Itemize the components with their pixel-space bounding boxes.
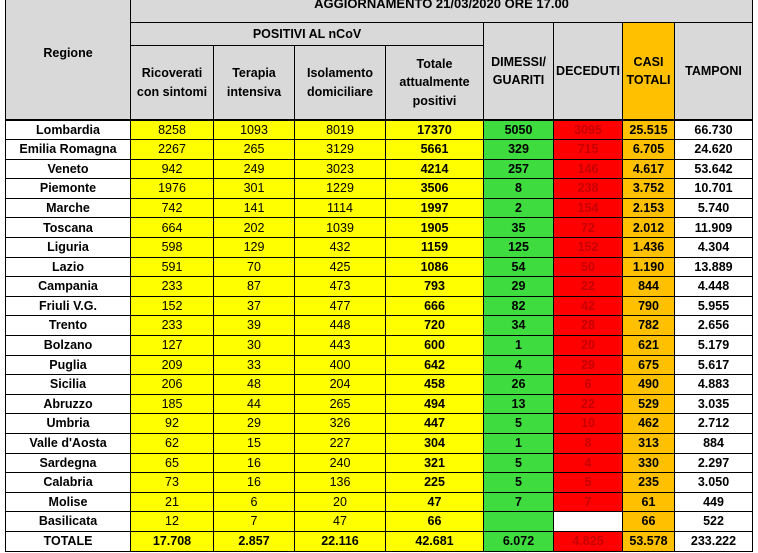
cell-regione: Valle d'Aosta xyxy=(6,434,131,454)
cell-tamponi: 3.050 xyxy=(675,473,753,493)
table-body xyxy=(6,120,753,551)
cell-tamponi: 10.701 xyxy=(675,179,753,199)
cell-regione: Sicilia xyxy=(6,375,131,395)
cell-dimessi: 35 xyxy=(484,218,554,238)
header-tamponi: TAMPONI xyxy=(674,22,753,120)
table-row xyxy=(6,336,753,356)
cell-casi-totali: 790 xyxy=(623,296,675,316)
cell-tamponi: 4.448 xyxy=(675,277,753,297)
cell-isolamento: 1229 xyxy=(295,179,386,199)
cell-deceduti: 72 xyxy=(554,218,623,238)
cell-deceduti: 4 xyxy=(554,453,623,473)
cell-totale-positivi: 3506 xyxy=(386,179,484,199)
table-row xyxy=(6,277,753,297)
header-ricoverati: Ricoverati con sintomi xyxy=(130,45,214,120)
cell-dimessi xyxy=(484,512,554,532)
cell-casi-totali: 4.617 xyxy=(623,159,675,179)
cell-casi-totali: 1.190 xyxy=(623,257,675,277)
cell-dimessi: 13 xyxy=(484,394,554,414)
cell-ricoverati: 17.708 xyxy=(131,531,214,551)
cell-totale-positivi: 1905 xyxy=(386,218,484,238)
cell-deceduti: 146 xyxy=(554,159,623,179)
table-row xyxy=(6,355,753,375)
cell-ricoverati: 742 xyxy=(131,198,214,218)
cell-isolamento: 473 xyxy=(295,277,386,297)
cell-ricoverati: 664 xyxy=(131,218,214,238)
cell-casi-totali: 782 xyxy=(623,316,675,336)
cell-isolamento: 400 xyxy=(295,355,386,375)
table-row xyxy=(6,218,753,238)
cell-casi-totali: 621 xyxy=(623,336,675,356)
cell-tamponi: 3.035 xyxy=(675,394,753,414)
cell-deceduti: 3095 xyxy=(554,120,623,140)
cell-ricoverati: 206 xyxy=(131,375,214,395)
cell-isolamento: 136 xyxy=(295,473,386,493)
cell-totale-positivi: 793 xyxy=(386,277,484,297)
cell-regione: Abruzzo xyxy=(6,394,131,414)
table-row xyxy=(6,159,753,179)
cell-totale-positivi: 304 xyxy=(386,434,484,454)
cell-terapia: 16 xyxy=(214,473,295,493)
cell-deceduti: 42 xyxy=(554,296,623,316)
cell-regione: Toscana xyxy=(6,218,131,238)
cell-casi-totali: 462 xyxy=(623,414,675,434)
cell-isolamento: 47 xyxy=(295,512,386,532)
cell-casi-totali: 6.705 xyxy=(623,140,675,160)
cell-deceduti: 5 xyxy=(554,473,623,493)
cell-tamponi: 11.909 xyxy=(675,218,753,238)
cell-terapia: 1093 xyxy=(214,120,295,140)
header-deceduti: DECEDUTI xyxy=(553,22,623,120)
cell-terapia: 16 xyxy=(214,453,295,473)
cell-isolamento: 3129 xyxy=(295,140,386,160)
cell-tamponi: 13.889 xyxy=(675,257,753,277)
cell-casi-totali: 675 xyxy=(623,355,675,375)
cell-ricoverati: 233 xyxy=(131,277,214,297)
cell-casi-totali: 25.515 xyxy=(623,120,675,140)
cell-tamponi: 233.222 xyxy=(675,531,753,551)
cell-totale-positivi: 321 xyxy=(386,453,484,473)
cell-totale-positivi: 1086 xyxy=(386,257,484,277)
totals-row xyxy=(6,531,753,551)
cell-regione: Friuli V.G. xyxy=(6,296,131,316)
table-row xyxy=(6,296,753,316)
cell-regione: Umbria xyxy=(6,414,131,434)
cell-tamponi: 4.304 xyxy=(675,238,753,258)
cell-deceduti: 22 xyxy=(554,394,623,414)
cell-dimessi: 34 xyxy=(484,316,554,336)
cell-ricoverati: 152 xyxy=(131,296,214,316)
cell-totale-positivi: 1997 xyxy=(386,198,484,218)
cell-terapia: 48 xyxy=(214,375,295,395)
cell-isolamento: 227 xyxy=(295,434,386,454)
cell-totale-positivi: 66 xyxy=(386,512,484,532)
cell-regione: Molise xyxy=(6,492,131,512)
cell-dimessi: 29 xyxy=(484,277,554,297)
table-row xyxy=(6,492,753,512)
cell-isolamento: 8019 xyxy=(295,120,386,140)
cell-dimessi: 125 xyxy=(484,238,554,258)
cell-ricoverati: 65 xyxy=(131,453,214,473)
cell-dimessi: 5 xyxy=(484,414,554,434)
table-row xyxy=(6,453,753,473)
cell-regione: Trento xyxy=(6,316,131,336)
cell-isolamento: 20 xyxy=(295,492,386,512)
cell-regione: Lazio xyxy=(6,257,131,277)
cell-totale-positivi: 458 xyxy=(386,375,484,395)
cell-deceduti: 152 xyxy=(554,238,623,258)
cell-terapia: 37 xyxy=(214,296,295,316)
cell-casi-totali: 2.012 xyxy=(623,218,675,238)
cell-dimessi: 4 xyxy=(484,355,554,375)
cell-terapia: 301 xyxy=(214,179,295,199)
cell-tamponi: 5.740 xyxy=(675,198,753,218)
cell-ricoverati: 233 xyxy=(131,316,214,336)
cell-ricoverati: 62 xyxy=(131,434,214,454)
cell-deceduti: 7 xyxy=(554,492,623,512)
cell-isolamento: 448 xyxy=(295,316,386,336)
cell-ricoverati: 92 xyxy=(131,414,214,434)
cell-dimessi: 5 xyxy=(484,473,554,493)
cell-terapia: 249 xyxy=(214,159,295,179)
cell-deceduti: 715 xyxy=(554,140,623,160)
cell-casi-totali: 53.578 xyxy=(623,531,675,551)
cell-deceduti: 28 xyxy=(554,316,623,336)
cell-deceduti: 6 xyxy=(554,375,623,395)
table-row xyxy=(6,120,753,140)
cell-dimessi: 2 xyxy=(484,198,554,218)
cell-ricoverati: 942 xyxy=(131,159,214,179)
cell-dimessi: 5 xyxy=(484,453,554,473)
cell-isolamento: 425 xyxy=(295,257,386,277)
table-row xyxy=(6,238,753,258)
cell-isolamento: 443 xyxy=(295,336,386,356)
cell-deceduti: 22 xyxy=(554,277,623,297)
cell-terapia: 7 xyxy=(214,512,295,532)
cell-casi-totali: 490 xyxy=(623,375,675,395)
cell-dimessi: 329 xyxy=(484,140,554,160)
cell-regione: Puglia xyxy=(6,355,131,375)
cell-tamponi: 66.730 xyxy=(675,120,753,140)
cell-tamponi: 884 xyxy=(675,434,753,454)
table-row xyxy=(6,375,753,395)
cell-regione: Emilia Romagna xyxy=(6,140,131,160)
cell-dimessi: 54 xyxy=(484,257,554,277)
cell-terapia: 265 xyxy=(214,140,295,160)
cell-deceduti: 238 xyxy=(554,179,623,199)
cell-dimessi: 7 xyxy=(484,492,554,512)
cell-tamponi: 53.642 xyxy=(675,159,753,179)
cell-totale-positivi: 42.681 xyxy=(386,531,484,551)
cell-tamponi: 5.955 xyxy=(675,296,753,316)
cell-ricoverati: 209 xyxy=(131,355,214,375)
cell-terapia: 70 xyxy=(214,257,295,277)
cell-ricoverati: 8258 xyxy=(131,120,214,140)
header-casi-totali: CASI TOTALI xyxy=(622,22,675,120)
cell-casi-totali: 529 xyxy=(623,394,675,414)
cell-totale-positivi: 720 xyxy=(386,316,484,336)
table-row xyxy=(6,512,753,532)
table-row xyxy=(6,257,753,277)
cell-isolamento: 265 xyxy=(295,394,386,414)
cell-isolamento: 1114 xyxy=(295,198,386,218)
table-row xyxy=(6,140,753,160)
cell-deceduti: 50 xyxy=(554,257,623,277)
cell-casi-totali: 313 xyxy=(623,434,675,454)
cell-regione: Lombardia xyxy=(6,120,131,140)
header-totale-positivi: Totale attualmente positivi xyxy=(385,45,484,120)
cell-totale-positivi: 600 xyxy=(386,336,484,356)
cell-totale-positivi: 447 xyxy=(386,414,484,434)
cell-casi-totali: 2.153 xyxy=(623,198,675,218)
cell-deceduti: 4.825 xyxy=(554,531,623,551)
cell-dimessi: 257 xyxy=(484,159,554,179)
cell-dimessi: 82 xyxy=(484,296,554,316)
header-regione: Regione xyxy=(5,0,131,120)
cell-terapia: 6 xyxy=(214,492,295,512)
cell-deceduti: 10 xyxy=(554,414,623,434)
cell-regione: Calabria xyxy=(6,473,131,493)
cell-tamponi: 5.617 xyxy=(675,355,753,375)
cell-ricoverati: 1976 xyxy=(131,179,214,199)
cell-ricoverati: 2267 xyxy=(131,140,214,160)
cell-regione: Veneto xyxy=(6,159,131,179)
cell-isolamento: 3023 xyxy=(295,159,386,179)
table-title: AGGIORNAMENTO 21/03/2020 ORE 17.00 xyxy=(130,0,753,23)
table-row xyxy=(6,414,753,434)
cell-regione: Campania xyxy=(6,277,131,297)
cell-deceduti: 29 xyxy=(554,355,623,375)
cell-ricoverati: 12 xyxy=(131,512,214,532)
cell-totale-positivi: 47 xyxy=(386,492,484,512)
cell-terapia: 15 xyxy=(214,434,295,454)
table-row xyxy=(6,473,753,493)
cell-terapia: 30 xyxy=(214,336,295,356)
cell-casi-totali: 1.436 xyxy=(623,238,675,258)
cell-isolamento: 1039 xyxy=(295,218,386,238)
cell-casi-totali: 330 xyxy=(623,453,675,473)
cell-totale-positivi: 17370 xyxy=(386,120,484,140)
cell-isolamento: 204 xyxy=(295,375,386,395)
cell-dimessi: 5050 xyxy=(484,120,554,140)
cell-terapia: 39 xyxy=(214,316,295,336)
cell-dimessi: 26 xyxy=(484,375,554,395)
table-row xyxy=(6,179,753,199)
cell-terapia: 141 xyxy=(214,198,295,218)
cell-ricoverati: 127 xyxy=(131,336,214,356)
cell-tamponi: 24.620 xyxy=(675,140,753,160)
cell-tamponi: 2.656 xyxy=(675,316,753,336)
cell-tamponi: 449 xyxy=(675,492,753,512)
cell-terapia: 129 xyxy=(214,238,295,258)
cell-regione: TOTALE xyxy=(6,531,131,551)
cell-casi-totali: 66 xyxy=(623,512,675,532)
table-row xyxy=(6,198,753,218)
cell-dimessi: 1 xyxy=(484,336,554,356)
cell-regione: Marche xyxy=(6,198,131,218)
cell-terapia: 202 xyxy=(214,218,295,238)
cell-tamponi: 5.179 xyxy=(675,336,753,356)
cell-casi-totali: 235 xyxy=(623,473,675,493)
cell-tamponi: 2.712 xyxy=(675,414,753,434)
table-row xyxy=(6,394,753,414)
cell-deceduti: 20 xyxy=(554,336,623,356)
cell-isolamento: 326 xyxy=(295,414,386,434)
cell-isolamento: 477 xyxy=(295,296,386,316)
cell-ricoverati: 591 xyxy=(131,257,214,277)
header-dimessi-guariti: DIMESSI/ GUARITI xyxy=(483,22,554,120)
cell-totale-positivi: 4214 xyxy=(386,159,484,179)
cell-deceduti: 154 xyxy=(554,198,623,218)
cell-dimessi: 6.072 xyxy=(484,531,554,551)
header-terapia-intensiva: Terapia intensiva xyxy=(213,45,295,120)
cell-isolamento: 432 xyxy=(295,238,386,258)
data-table xyxy=(5,119,753,552)
cell-regione: Piemonte xyxy=(6,179,131,199)
cell-terapia: 44 xyxy=(214,394,295,414)
cell-totale-positivi: 1159 xyxy=(386,238,484,258)
cell-regione: Bolzano xyxy=(6,336,131,356)
cell-terapia: 87 xyxy=(214,277,295,297)
cell-tamponi: 522 xyxy=(675,512,753,532)
cell-casi-totali: 61 xyxy=(623,492,675,512)
cell-dimessi: 8 xyxy=(484,179,554,199)
cell-totale-positivi: 494 xyxy=(386,394,484,414)
cell-deceduti xyxy=(554,512,623,532)
cell-tamponi: 4.883 xyxy=(675,375,753,395)
cell-regione: Liguria xyxy=(6,238,131,258)
cell-totale-positivi: 666 xyxy=(386,296,484,316)
table-row xyxy=(6,434,753,454)
cell-isolamento: 240 xyxy=(295,453,386,473)
cell-ricoverati: 598 xyxy=(131,238,214,258)
table-row xyxy=(6,316,753,336)
cell-casi-totali: 844 xyxy=(623,277,675,297)
cell-totale-positivi: 5661 xyxy=(386,140,484,160)
cell-ricoverati: 185 xyxy=(131,394,214,414)
header-isolamento: Isolamento domiciliare xyxy=(294,45,386,120)
cell-terapia: 29 xyxy=(214,414,295,434)
cell-ricoverati: 73 xyxy=(131,473,214,493)
cell-dimessi: 1 xyxy=(484,434,554,454)
cell-casi-totali: 3.752 xyxy=(623,179,675,199)
cell-terapia: 33 xyxy=(214,355,295,375)
cell-regione: Sardegna xyxy=(6,453,131,473)
cell-isolamento: 22.116 xyxy=(295,531,386,551)
cell-ricoverati: 21 xyxy=(131,492,214,512)
header-positivi-group: POSITIVI AL nCoV xyxy=(130,22,484,46)
cell-tamponi: 2.297 xyxy=(675,453,753,473)
cell-deceduti: 8 xyxy=(554,434,623,454)
cell-regione: Basilicata xyxy=(6,512,131,532)
cell-terapia: 2.857 xyxy=(214,531,295,551)
cell-totale-positivi: 225 xyxy=(386,473,484,493)
cell-totale-positivi: 642 xyxy=(386,355,484,375)
